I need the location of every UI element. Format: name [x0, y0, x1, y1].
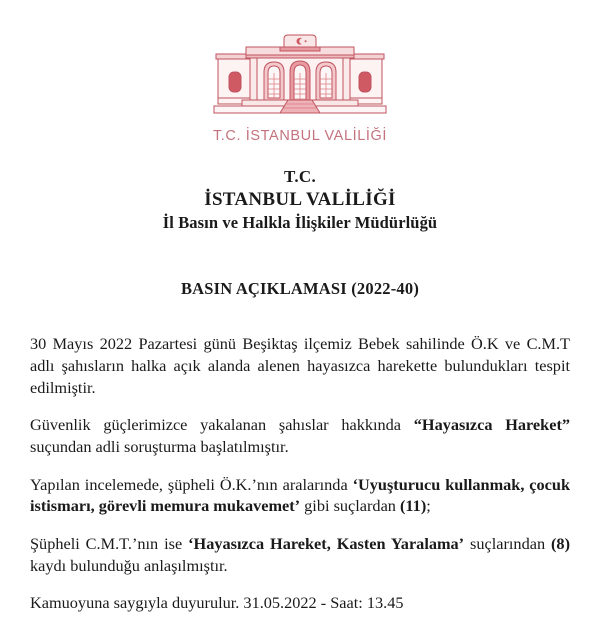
page-title: BASIN AÇIKLAMASI (2022-40) [180, 279, 420, 299]
letterhead-line-republic: T.C. [283, 167, 317, 186]
paragraph-incident: 30 Mayıs 2022 Pazartesi günü Beşiktaş ilçemiz Bebek sahilinde Ö.K ve C.M.T adlı şahısların halka açık alanda alenen hayasızca harekette bulundukları tespit edilmiştir. [30, 334, 570, 397]
paragraph-suspect-ok-record: Yapılan incelemede, şüpheli Ö.K.’nın aralarında ‘Uyuşturucu kullanmak, çocuk istismarı, görevli memura mukavemet’ gibi suçlardan (11); [30, 474, 570, 516]
letterhead-line-governorship: İSTANBUL VALİLİĞİ [204, 188, 396, 210]
emblem-block [0, 0, 600, 144]
paragraph-investigation: Güvenlik güçlerimizce yakalanan şahıslar hakkında “Hayasızca Hareket” suçundan adli soruşturma başlatılmıştır. [30, 415, 571, 456]
paragraph-suspect-cmt-record: Şüpheli C.M.T.’nın ise ‘Hayasızca Hareket, Kasten Yaralama’ suçlarından (8) kaydı bulunduğu anlaşılmıştır. [30, 533, 570, 575]
letterhead-line-directorate: İl Basın ve Halkla İlişkiler Müdürlüğü [162, 213, 438, 233]
document-body [30, 299, 570, 614]
letterhead [0, 166, 600, 233]
istanbul-governorship-building-emblem-icon [212, 34, 388, 126]
paragraph-closing-announcement: Kamuoyuna saygıyla duyurulur. 31.05.2022 - Saat: 13.45 [30, 593, 404, 613]
emblem-caption: T.C. İSTANBUL VALİLİĞİ [212, 128, 388, 144]
